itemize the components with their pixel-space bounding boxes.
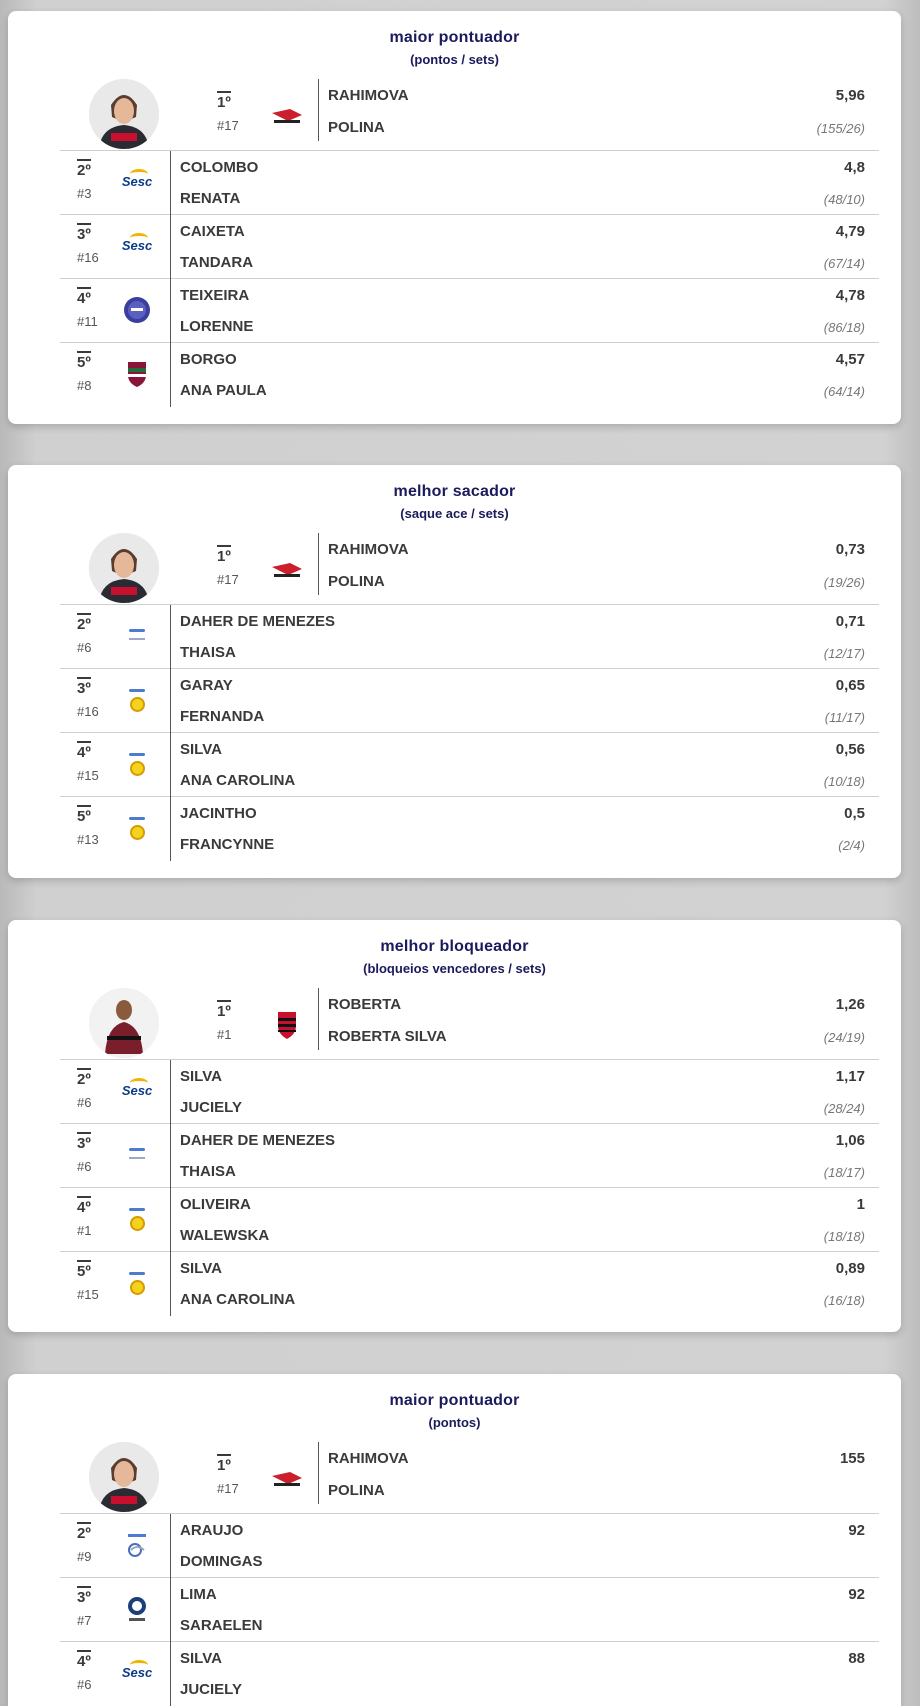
player-last-name: SILVA xyxy=(180,741,222,758)
rank-label: 4º xyxy=(77,1650,91,1671)
player-photo xyxy=(89,988,159,1058)
ranking-row[interactable] xyxy=(60,1514,879,1578)
rank-box xyxy=(217,91,257,133)
player-last-name: RAHIMOVA xyxy=(328,1450,409,1467)
player-first-name: JUCIELY xyxy=(180,1099,242,1116)
rank-label: 5º xyxy=(77,805,91,826)
rank-label: 1º xyxy=(217,545,231,566)
stat-detail: (48/10) xyxy=(823,192,865,207)
card-header xyxy=(8,465,901,533)
card-title: maior pontuador xyxy=(389,1392,520,1409)
player-last-name: SILVA xyxy=(180,1068,222,1085)
card-subtitle: (pontos) xyxy=(428,1415,481,1430)
ranking-row[interactable] xyxy=(60,1124,879,1188)
jersey-number: #15 xyxy=(77,1287,99,1302)
jersey-number: #16 xyxy=(77,250,99,265)
stat-value: 88 xyxy=(848,1650,865,1667)
stat-value: 0,71 xyxy=(835,613,865,630)
sesc-logo-icon: Sesc xyxy=(120,231,154,261)
rank-label: 4º xyxy=(77,1196,91,1217)
ranking-row[interactable] xyxy=(60,605,879,669)
flamengo-logo-icon xyxy=(270,1010,304,1040)
ranking-row[interactable] xyxy=(60,669,879,733)
rank-label: 1º xyxy=(217,91,231,112)
player-last-name: CAIXETA xyxy=(180,223,245,240)
player-first-name: THAISA xyxy=(180,1163,236,1180)
player-last-name: RAHIMOVA xyxy=(328,541,409,558)
team-logo-icon xyxy=(120,1594,154,1624)
card-header xyxy=(8,1374,901,1442)
ranking-row[interactable] xyxy=(60,215,879,279)
divider xyxy=(170,1514,171,1578)
player-last-name: JACINTHO xyxy=(180,805,257,822)
jersey-number: #16 xyxy=(77,704,99,719)
team-logo-icon xyxy=(120,749,154,779)
jersey-number: #7 xyxy=(77,1613,92,1628)
player-first-name: DOMINGAS xyxy=(180,1553,263,1570)
player-first-name: SARAELEN xyxy=(180,1617,263,1634)
card-header xyxy=(8,11,901,79)
divider xyxy=(318,79,319,141)
stat-detail: (24/19) xyxy=(823,1030,865,1045)
ranking-row[interactable] xyxy=(60,151,879,215)
stat-value: 1,26 xyxy=(835,996,865,1013)
stat-value: 0,73 xyxy=(835,541,865,558)
divider xyxy=(318,988,319,1050)
player-first-name: FRANCYNNE xyxy=(180,836,275,853)
stat-value: 0,89 xyxy=(835,1260,865,1277)
player-first-name: POLINA xyxy=(328,1482,385,1499)
player-last-name: ROBERTA xyxy=(328,996,402,1013)
divider xyxy=(170,1252,171,1316)
stat-detail: (16/18) xyxy=(823,1293,865,1308)
rank-label: 4º xyxy=(77,287,91,308)
jersey-number: #9 xyxy=(77,1549,92,1564)
jersey-number: #15 xyxy=(77,768,99,783)
rank-box xyxy=(217,1000,257,1042)
leader-row[interactable] xyxy=(60,533,879,605)
stat-value: 4,57 xyxy=(835,351,865,368)
jersey-number: #13 xyxy=(77,832,99,847)
team-logo-icon xyxy=(120,685,154,715)
divider xyxy=(170,669,171,733)
card-subtitle: (saque ace / sets) xyxy=(400,506,509,521)
rank-label: 1º xyxy=(217,1454,231,1475)
divider xyxy=(170,733,171,797)
rank-label: 3º xyxy=(77,1132,91,1153)
leader-row[interactable] xyxy=(60,988,879,1060)
divider xyxy=(318,1442,319,1504)
ranking-card-best-blocker xyxy=(8,920,901,1332)
ranking-row[interactable] xyxy=(60,1578,879,1642)
stat-detail: (10/18) xyxy=(823,774,865,789)
player-last-name: ARAUJO xyxy=(180,1522,244,1539)
divider xyxy=(170,605,171,669)
ranking-row[interactable] xyxy=(60,1060,879,1124)
rank-box xyxy=(217,545,257,587)
rank-label: 2º xyxy=(77,1522,91,1543)
rank-label: 3º xyxy=(77,223,91,244)
rank-box xyxy=(217,1454,257,1496)
jersey-number: #6 xyxy=(77,640,92,655)
jersey-number: #1 xyxy=(77,1223,92,1238)
stat-value: 4,8 xyxy=(844,159,865,176)
card-subtitle: (pontos / sets) xyxy=(410,52,499,67)
player-last-name: BORGO xyxy=(180,351,237,368)
stat-value: 5,96 xyxy=(835,87,865,104)
player-last-name: GARAY xyxy=(180,677,233,694)
rank-label: 2º xyxy=(77,613,91,634)
divider xyxy=(170,1060,171,1124)
player-last-name: DAHER DE MENEZES xyxy=(180,1132,336,1149)
divider xyxy=(170,151,171,215)
team-logo-icon xyxy=(120,813,154,843)
jersey-number: #3 xyxy=(77,186,92,201)
player-last-name: COLOMBO xyxy=(180,159,259,176)
player-last-name: SILVA xyxy=(180,1650,222,1667)
jersey-number: #11 xyxy=(77,314,98,329)
stat-value: 0,5 xyxy=(844,805,865,822)
ranking-card-top-scorer-points xyxy=(8,1374,901,1706)
player-last-name: TEIXEIRA xyxy=(180,287,250,304)
stat-value: 1 xyxy=(856,1196,865,1213)
jersey-number: #8 xyxy=(77,378,92,393)
rank-label: 5º xyxy=(77,351,91,372)
stat-detail: (86/18) xyxy=(823,320,865,335)
player-first-name: THAISA xyxy=(180,644,236,661)
stat-detail: (28/24) xyxy=(823,1101,865,1116)
sesc-logo-icon: Sesc xyxy=(120,1658,154,1688)
stat-value: 1,17 xyxy=(835,1068,865,1085)
divider xyxy=(170,1188,171,1252)
player-first-name: ANA PAULA xyxy=(180,382,267,399)
leader-row[interactable] xyxy=(60,1442,879,1514)
divider xyxy=(170,1578,171,1642)
rank-label: 4º xyxy=(77,741,91,762)
team-logo-icon xyxy=(120,1530,154,1560)
divider xyxy=(318,533,319,595)
jersey-number: #17 xyxy=(217,572,239,587)
team-logo-icon xyxy=(120,621,154,651)
player-first-name: ROBERTA SILVA xyxy=(328,1028,447,1045)
player-last-name: DAHER DE MENEZES xyxy=(180,613,336,630)
jersey-number: #17 xyxy=(217,118,239,133)
divider xyxy=(170,343,171,407)
leader-row[interactable] xyxy=(60,79,879,151)
team-logo-icon xyxy=(120,1268,154,1298)
rank-label: 5º xyxy=(77,1260,91,1281)
ranking-row[interactable] xyxy=(60,733,879,797)
player-photo xyxy=(89,79,159,149)
stat-detail: (67/14) xyxy=(823,256,865,271)
team-logo-icon xyxy=(120,295,154,325)
stat-value: 155 xyxy=(839,1450,865,1467)
team-logo-icon xyxy=(120,1204,154,1234)
player-first-name: ANA CAROLINA xyxy=(180,772,296,789)
ranking-row[interactable] xyxy=(60,279,879,343)
team-logo-icon xyxy=(270,555,304,585)
divider xyxy=(170,215,171,279)
team-logo-icon xyxy=(120,359,154,389)
ranking-row[interactable] xyxy=(60,343,879,407)
stat-value: 92 xyxy=(848,1586,865,1603)
jersey-number: #17 xyxy=(217,1481,239,1496)
stat-detail: (18/17) xyxy=(823,1165,865,1180)
stat-value: 0,65 xyxy=(835,677,865,694)
rank-label: 2º xyxy=(77,159,91,180)
divider xyxy=(170,1642,171,1706)
stat-detail: (18/18) xyxy=(823,1229,865,1244)
team-logo-icon xyxy=(120,1140,154,1170)
player-first-name: WALEWSKA xyxy=(180,1227,270,1244)
jersey-number: #6 xyxy=(77,1159,92,1174)
card-title: melhor bloqueador xyxy=(380,938,529,955)
rank-label: 2º xyxy=(77,1068,91,1089)
player-first-name: FERNANDA xyxy=(180,708,265,725)
card-title: melhor sacador xyxy=(393,483,516,500)
card-title: maior pontuador xyxy=(389,29,520,46)
ranking-row[interactable] xyxy=(60,1252,879,1316)
player-first-name: POLINA xyxy=(328,573,385,590)
player-first-name: ANA CAROLINA xyxy=(180,1291,296,1308)
jersey-number: #6 xyxy=(77,1095,92,1110)
stat-detail: (64/14) xyxy=(823,384,865,399)
player-photo xyxy=(89,1442,159,1512)
sesc-logo-icon: Sesc xyxy=(120,1076,154,1106)
stat-detail: (155/26) xyxy=(816,121,865,136)
stat-value: 1,06 xyxy=(835,1132,865,1149)
stat-detail: (11/17) xyxy=(824,710,865,725)
ranking-card-best-server xyxy=(8,465,901,878)
stat-value: 4,78 xyxy=(835,287,865,304)
player-last-name: LIMA xyxy=(180,1586,217,1603)
card-header xyxy=(8,920,901,988)
player-first-name: LORENNE xyxy=(180,318,254,335)
player-first-name: RENATA xyxy=(180,190,241,207)
player-last-name: RAHIMOVA xyxy=(328,87,409,104)
team-logo-icon xyxy=(270,1464,304,1494)
stat-value: 0,56 xyxy=(835,741,865,758)
divider xyxy=(170,797,171,861)
player-first-name: TANDARA xyxy=(180,254,254,271)
stat-detail: (12/17) xyxy=(823,646,865,661)
jersey-number: #1 xyxy=(217,1027,232,1042)
player-first-name: JUCIELY xyxy=(180,1681,242,1698)
rank-label: 3º xyxy=(77,677,91,698)
card-subtitle: (bloqueios vencedores / sets) xyxy=(363,961,546,976)
rank-label: 3º xyxy=(77,1586,91,1607)
divider xyxy=(170,279,171,343)
stat-value: 92 xyxy=(848,1522,865,1539)
player-photo xyxy=(89,533,159,603)
player-last-name: SILVA xyxy=(180,1260,222,1277)
ranking-row[interactable] xyxy=(60,1642,879,1706)
sesc-logo-icon: Sesc xyxy=(120,167,154,197)
player-last-name: OLIVEIRA xyxy=(180,1196,251,1213)
divider xyxy=(170,1124,171,1188)
ranking-card-top-scorer-per-set xyxy=(8,11,901,424)
rank-label: 1º xyxy=(217,1000,231,1021)
ranking-row[interactable] xyxy=(60,1188,879,1252)
player-first-name: POLINA xyxy=(328,119,385,136)
ranking-row[interactable] xyxy=(60,797,879,861)
stat-detail: (19/26) xyxy=(823,575,865,590)
stat-detail: (2/4) xyxy=(838,838,865,853)
team-logo-icon xyxy=(270,101,304,131)
stat-value: 4,79 xyxy=(835,223,865,240)
jersey-number: #6 xyxy=(77,1677,92,1692)
